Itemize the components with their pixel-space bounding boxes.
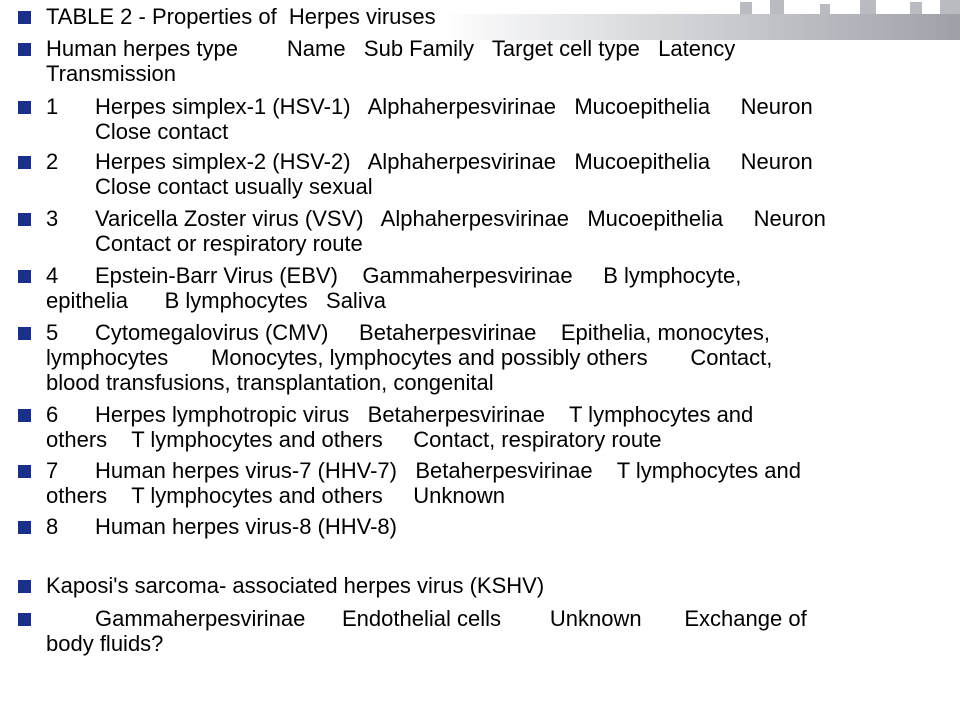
bullet-square-icon [18, 327, 31, 340]
list-item-text: Kaposi's sarcoma- associated herpes virus (KSHV) [46, 573, 545, 598]
column-headers-continued: Transmission [46, 61, 176, 86]
list-item-text [46, 36, 946, 86]
table-title: TABLE 2 - Properties of Herpes viruses [46, 4, 436, 29]
bullet-square-icon [18, 156, 31, 169]
bullet-square-icon [18, 11, 31, 24]
list-item-text: 1 Herpes simplex-1 (HSV-1) Alphaherpesvirinae Mucoepithelia Neuron Close contact [46, 94, 813, 144]
row-number: 1 [46, 94, 59, 119]
bullet-square-icon [18, 43, 31, 56]
list-item-text [46, 4, 946, 29]
bullet-square-icon [18, 465, 31, 478]
row-number: 2 [46, 149, 59, 174]
list-item-text: 8 Human herpes virus-8 (HHV-8) [46, 514, 397, 539]
row-number: 6 [46, 402, 59, 427]
column-headers: Human herpes type Name Sub Family Target cell type Latency [46, 36, 736, 61]
bullet-square-icon [18, 409, 31, 422]
row-number: 4 [46, 263, 59, 288]
row-number: 7 [46, 458, 59, 483]
list-item-text: 7 Human herpes virus-7 (HHV-7) Betaherpesvirinae T lymphocytes and others T lymphocytes and others Unknown [46, 458, 801, 508]
list-item-text: 6 Herpes lymphotropic virus Betaherpesvirinae T lymphocytes and others T lymphocytes and others Contact, respiratory route [46, 402, 754, 452]
bullet-square-icon [18, 101, 31, 114]
list-item-text: 4 Epstein-Barr Virus (EBV) Gammaherpesvirinae B lymphocyte, epithelia B lymphocytes Saliva [46, 263, 742, 313]
list-item-text: 2 Herpes simplex-2 (HSV-2) Alphaherpesvirinae Mucoepithelia Neuron Close contact usually sexual [46, 149, 813, 199]
row-number: 3 [46, 206, 59, 231]
bullet-square-icon [18, 580, 31, 593]
bullet-square-icon [18, 213, 31, 226]
bullet-square-icon [18, 613, 31, 626]
list-item-text: 3 Varicella Zoster virus (VSV) Alphaherpesvirinae Mucoepithelia Neuron Contact or respiratory route [46, 206, 826, 256]
list-item-text: Gammaherpesvirinae Endothelial cells Unknown Exchange of body fluids? [46, 606, 807, 656]
list-item-text: 5 Cytomegalovirus (CMV) Betaherpesvirinae Epithelia, monocytes, lymphocytes Monocytes, lymphocytes and possibly others Contact, blood transfusions, transplantation, congenital [46, 320, 773, 395]
row-number: 5 [46, 320, 59, 345]
bullet-square-icon [18, 521, 31, 534]
row-number: 8 [46, 514, 59, 539]
bullet-square-icon [18, 270, 31, 283]
